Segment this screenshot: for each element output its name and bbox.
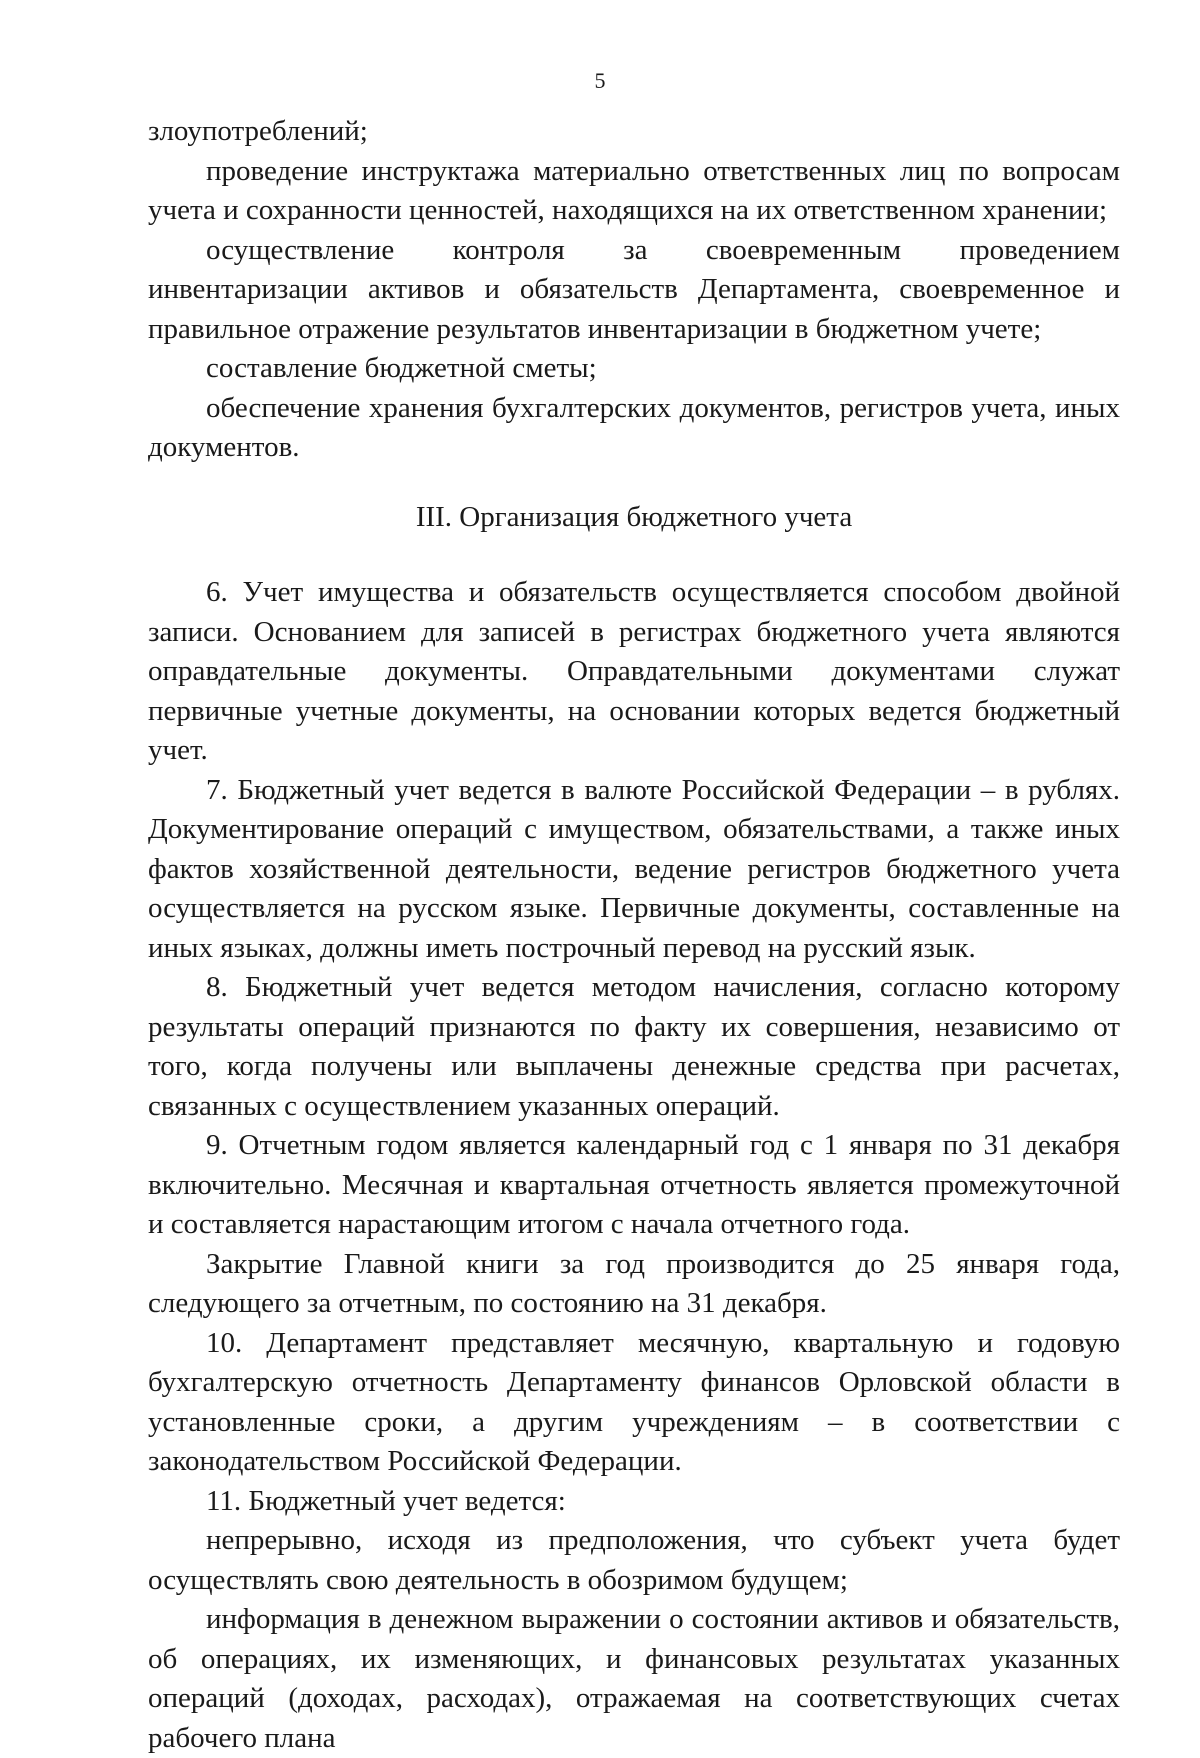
paragraph: 10. Департамент представляет месячную, квартальную и годовую бухгалтерскую отчетность Департаменту финансов Орловской области в установленные сроки, а другим учреждениям – в соответствии с законодательством Российской Федерации.: [148, 1326, 1120, 1477]
paragraph: 7. Бюджетный учет ведется в валюте Российской Федерации – в рублях. Документирование операций с имуществом, обязательствами, а также иных фактов хозяйственной деятельности, ведение регистров бюджетного учета осуществляется на русском языке. Первичные документы, составленные на иных языках, должны иметь построчный перевод на русский язык.: [148, 773, 1120, 964]
paragraph: составление бюджетной сметы;: [206, 352, 597, 384]
paragraph: 9. Отчетным годом является календарный год с 1 января по 31 декабря включительно. Месячная и квартальная отчетность является промежуточной и составляется нарастающим итогом с начала отчетного года.: [148, 1129, 1120, 1240]
paragraph: осуществление контроля за своевременным проведением инвентаризации активов и обязательств Департамента, своевременное и правильное отражение результатов инвентаризации в бюджетном учете;: [148, 233, 1120, 345]
paragraph: проведение инструктажа материально ответственных лиц по вопросам учета и сохранности ценностей, находящихся на их ответственном хранении;: [148, 154, 1120, 226]
paragraph: 6. Учет имущества и обязательств осуществляется способом двойной записи. Основанием для записей в регистрах бюджетного учета являются оправдательные документы. Оправдательными документами служат первичные учетные документы, на основании которых ведется бюджетный учет.: [148, 576, 1120, 766]
document-body: [148, 112, 1120, 1758]
paragraph: обеспечение хранения бухгалтерских документов, регистров учета, иных документов.: [148, 391, 1120, 463]
paragraph: злоупотреблений;: [148, 115, 368, 147]
paragraph: 11. Бюджетный учет ведется:: [206, 1484, 566, 1517]
paragraph: непрерывно, исходя из предположения, что субъект учета будет осуществлять свою деятельность в обозримом будущем;: [148, 1524, 1120, 1596]
paragraph: Закрытие Главной книги за год производится до 25 января года, следующего за отчетным, по состоянию на 31 декабря.: [148, 1247, 1120, 1319]
paragraph: 8. Бюджетный учет ведется методом начисления, согласно которому результаты операций признаются по факту их совершения, независимо от того, когда получены или выплачены денежные средства при расчетах, связанных с осуществлением указанных операций.: [148, 971, 1120, 1122]
section-heading: III. Организация бюджетного учета: [415, 500, 853, 533]
paragraph: информация в денежном выражении о состоянии активов и обязательств, об операциях, их изменяющих, и финансовых результатах указанных операций (доходах, расходах), отражаемая на соответствующих счетах рабочего плана: [148, 1603, 1120, 1754]
page-number: 5: [594, 68, 606, 93]
